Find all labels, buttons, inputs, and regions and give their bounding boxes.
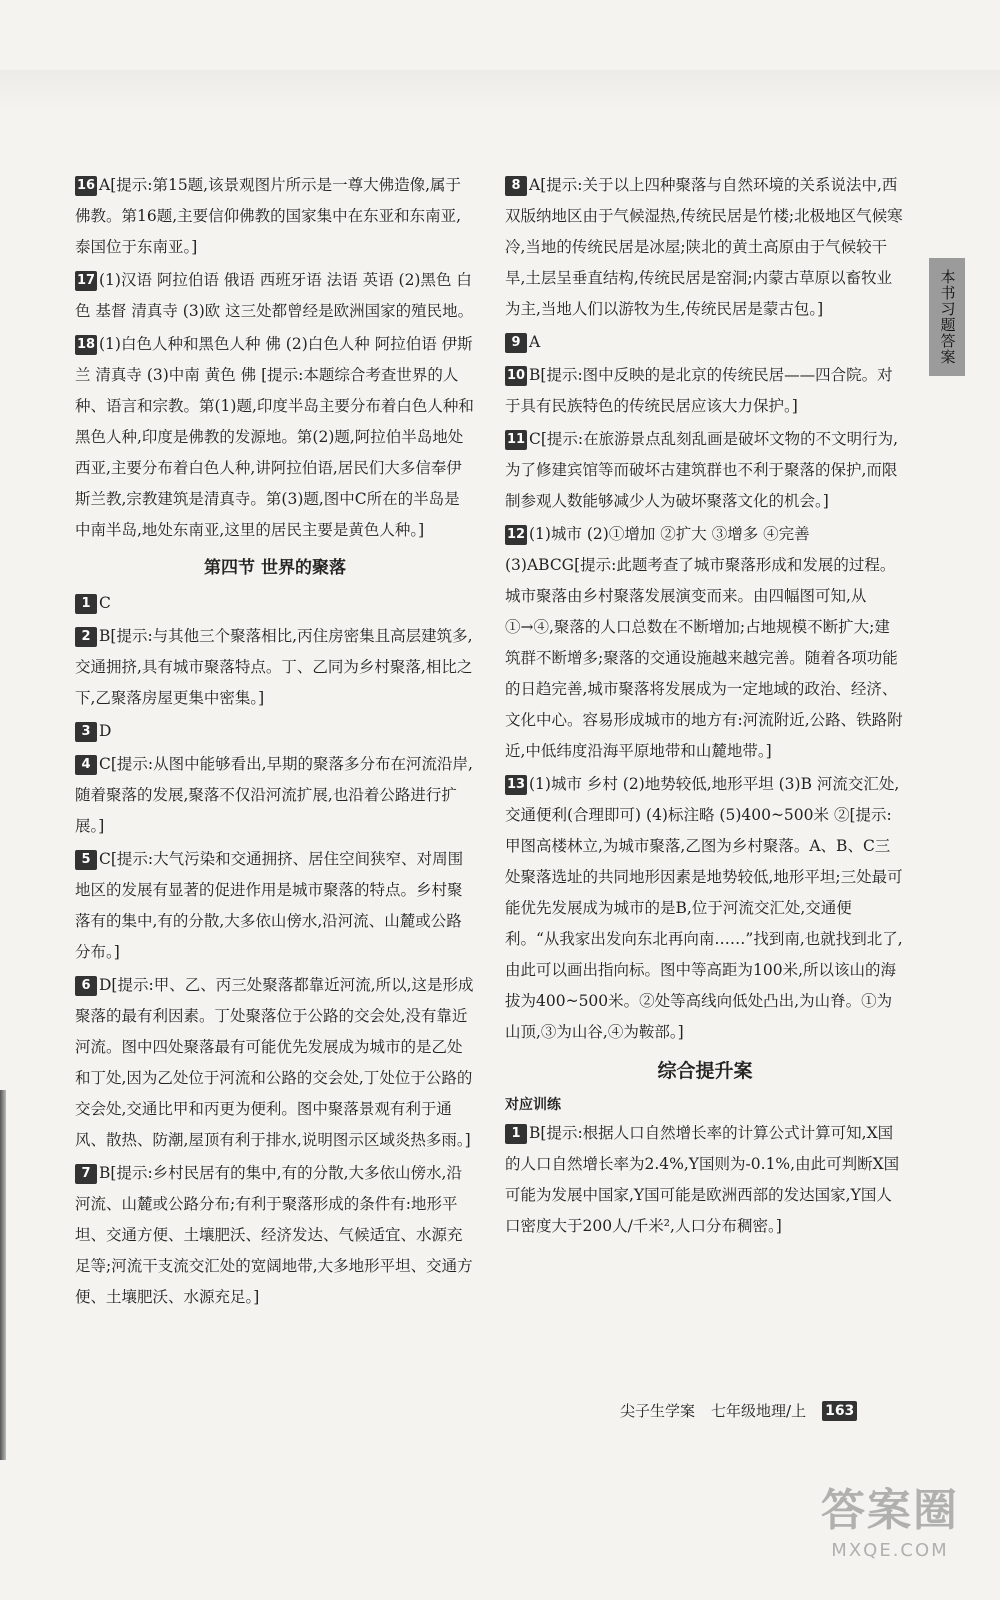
- question-number: 16: [75, 176, 97, 196]
- question-number: 12: [505, 525, 527, 545]
- right-column: [505, 170, 905, 1244]
- question-number: 9: [505, 333, 527, 353]
- question-number: 1: [505, 1124, 527, 1144]
- question-number: 17: [75, 271, 97, 291]
- question-number: 7: [75, 1164, 97, 1184]
- answer-text: D: [99, 722, 112, 740]
- question-number: 13: [505, 775, 527, 795]
- page-footer: [620, 1398, 857, 1424]
- sub-heading: 对应训练: [505, 1097, 561, 1113]
- question-number: 18: [75, 335, 97, 355]
- question-number: 4: [75, 755, 97, 775]
- answer-item: [505, 1118, 905, 1242]
- scan-edge: [0, 1090, 6, 1460]
- question-number: 1: [75, 594, 97, 614]
- answer-item: [505, 327, 905, 358]
- answer-text: B[提示:与其他三个聚落相比,丙住房密集且高层建筑多,交通拥挤,具有城市聚落特点。丁、乙同为乡村聚落,相比之下,乙聚落房屋更集中密集。]: [75, 627, 473, 707]
- scan-shadow: [0, 70, 1000, 110]
- answer-item: [505, 360, 905, 422]
- answer-item: [75, 844, 475, 968]
- answer-text: C[提示:在旅游景点乱刻乱画是破坏文物的不文明行为,为了修建宾馆等而破坏古建筑群也不利于聚落的保护,而限制参观人数能够减少人为破坏聚落文化的机会。]: [505, 430, 899, 510]
- answer-item: [75, 621, 475, 714]
- answer-text: B[提示:图中反映的是北京的传统民居——四合院。对于具有民族特色的传统民居应该大力保护。]: [505, 366, 893, 415]
- answer-text: A[提示:第15题,该景观图片所示是一尊大佛造像,属于佛教。第16题,主要信仰佛教的国家集中在东亚和东南亚,泰国位于东南亚。]: [75, 176, 462, 256]
- answer-item: [505, 519, 905, 767]
- answer-item: [75, 1158, 475, 1313]
- question-number: 11: [505, 430, 527, 450]
- answer-text: D[提示:甲、乙、丙三处聚落都靠近河流,所以,这是形成聚落的最有利因素。丁处聚落位于公路的交会处,没有靠近河流。图中四处聚落最有可能优先发展成为城市的是乙处和丁处,因为乙处位于河流和公路的交会处,丁处位于公路的交会处,交通比甲和丙更为便利。图中聚落景观有利于通风、散热、防潮,屋顶有利于排水,说明图示区域炎热多雨。]: [75, 976, 474, 1149]
- answer-item: [75, 170, 475, 263]
- answer-item: [505, 769, 905, 1048]
- answer-text: (1)城市 乡村 (2)地势较低,地形平坦 (3)B 河流交汇处,交通便利(合理即可) (4)标注略 (5)400~500米 ②[提示:甲图高楼林立,为城市聚落,乙图为乡村聚落。A、B、C三处聚落选址的共同地形因素是地势较低,地形平坦;三处最可能优先发展成为城市的是B,位于河流交汇处,交通便利。“从我家出发向东北再向南……”找到南,也就找到北了,由此可以画出指向标。图中等高距为100米,所以该山的海拔为400~500米。②处等高线向低处凸出,为山脊。①为山顶,③为山谷,④为鞍部。]: [505, 775, 903, 1041]
- answer-text: A: [529, 333, 541, 351]
- section-title: 综合提升案: [657, 1060, 753, 1082]
- watermark-url: MXQE.COM: [831, 1540, 949, 1561]
- answer-item: [75, 749, 475, 842]
- answer-text: B[提示:根据人口自然增长率的计算公式计算可知,X国的人口自然增长率为2.4%,Y国则为-0.1%,由此可判断X国可能为发展中国家,Y国可能是欧洲西部的发达国家,Y国人口密度大于200人/千米²,人口分布稠密。]: [505, 1124, 900, 1235]
- answer-text: C[提示:从图中能够看出,早期的聚落多分布在河流沿岸,随着聚落的发展,聚落不仅沿河流扩展,也沿着公路进行扩展。]: [75, 755, 473, 835]
- question-number: 3: [75, 722, 97, 742]
- answer-text: C: [99, 594, 111, 612]
- question-number: 8: [505, 176, 527, 196]
- grade-label: 七年级地理/上: [711, 1402, 807, 1420]
- book-title: 尖子生学案: [620, 1402, 696, 1420]
- answer-text: (1)汉语 阿拉伯语 俄语 西班牙语 法语 英语 (2)黑色 白色 基督 清真寺 (3)欧 这三处都曾经是欧洲国家的殖民地。: [75, 271, 474, 320]
- question-number: 5: [75, 850, 97, 870]
- answer-item: [505, 170, 905, 325]
- answer-text: (1)白色人种和黑色人种 佛 (2)白色人种 阿拉伯语 伊斯兰 清真寺 (3)中南 黄色 佛 [提示:本题综合考查世界的人种、语言和宗教。第(1)题,印度半岛主要分布着白色人种和黑色人种,印度是佛教的发源地。第(2)题,阿拉伯半岛地处西亚,主要分布着白色人种,讲阿拉伯语,居民们大多信奉伊斯兰教,宗教建筑是清真寺。第(3)题,图中C所在的半岛是中南半岛,地处东南亚,这里的居民主要是黄色人种。]: [75, 335, 474, 539]
- answer-text: C[提示:大气污染和交通拥挤、居住空间狭窄、对周围地区的发展有显著的促进作用是城市聚落的特点。乡村聚落有的集中,有的分散,大多依山傍水,沿河流、山麓或公路分布。]: [75, 850, 464, 961]
- answer-item: [75, 265, 475, 327]
- watermark-text: 答案圈: [821, 1485, 959, 1536]
- answer-item: [75, 329, 475, 546]
- answer-item: [75, 716, 475, 747]
- question-number: 2: [75, 627, 97, 647]
- watermark-logo: [815, 1482, 965, 1582]
- left-column: [75, 170, 475, 1315]
- section-title: 第四节 世界的聚落: [204, 558, 346, 578]
- answer-text: (1)城市 (2)①增加 ②扩大 ③增多 ④完善 (3)ABCG[提示:此题考查了城市聚落形成和发展的过程。城市聚落由乡村聚落发展演变而来。由四幅图可知,从①→④,聚落的人口总数在不断增加;占地规模不断扩大;建筑群不断增多;聚落的交通设施越来越完善。随着各项功能的日趋完善,城市聚落将发展成为一定地域的政治、经济、文化中心。容易形成城市的地方有:河流附近,公路、铁路附近,中低纬度沿海平原地带和山麓地带。]: [505, 525, 903, 760]
- page-number: 163: [822, 1401, 857, 1421]
- answer-item: [75, 970, 475, 1156]
- side-tab: 本书习题答案: [929, 258, 965, 376]
- question-number: 10: [505, 366, 527, 386]
- answer-text: B[提示:乡村民居有的集中,有的分散,大多依山傍水,沿河流、山麓或公路分布;有利于聚落形成的条件有:地形平坦、交通方便、土壤肥沃、经济发达、气候适宜、水源充足等;河流干支流交汇处的宽阔地带,大多地形平坦、交通方便、土壤肥沃、水源充足。]: [75, 1164, 473, 1306]
- question-number: 6: [75, 976, 97, 996]
- answer-item: [505, 424, 905, 517]
- answer-item: [75, 588, 475, 619]
- answer-text: A[提示:关于以上四种聚落与自然环境的关系说法中,西双版纳地区由于气候湿热,传统民居是竹楼;北极地区气候寒冷,当地的传统民居是冰屋;陕北的黄土高原由于气候较干旱,土层呈垂直结构,传统民居是窑洞;内蒙古草原以畜牧业为主,当地人们以游牧为生,传统民居是蒙古包。]: [505, 176, 903, 318]
